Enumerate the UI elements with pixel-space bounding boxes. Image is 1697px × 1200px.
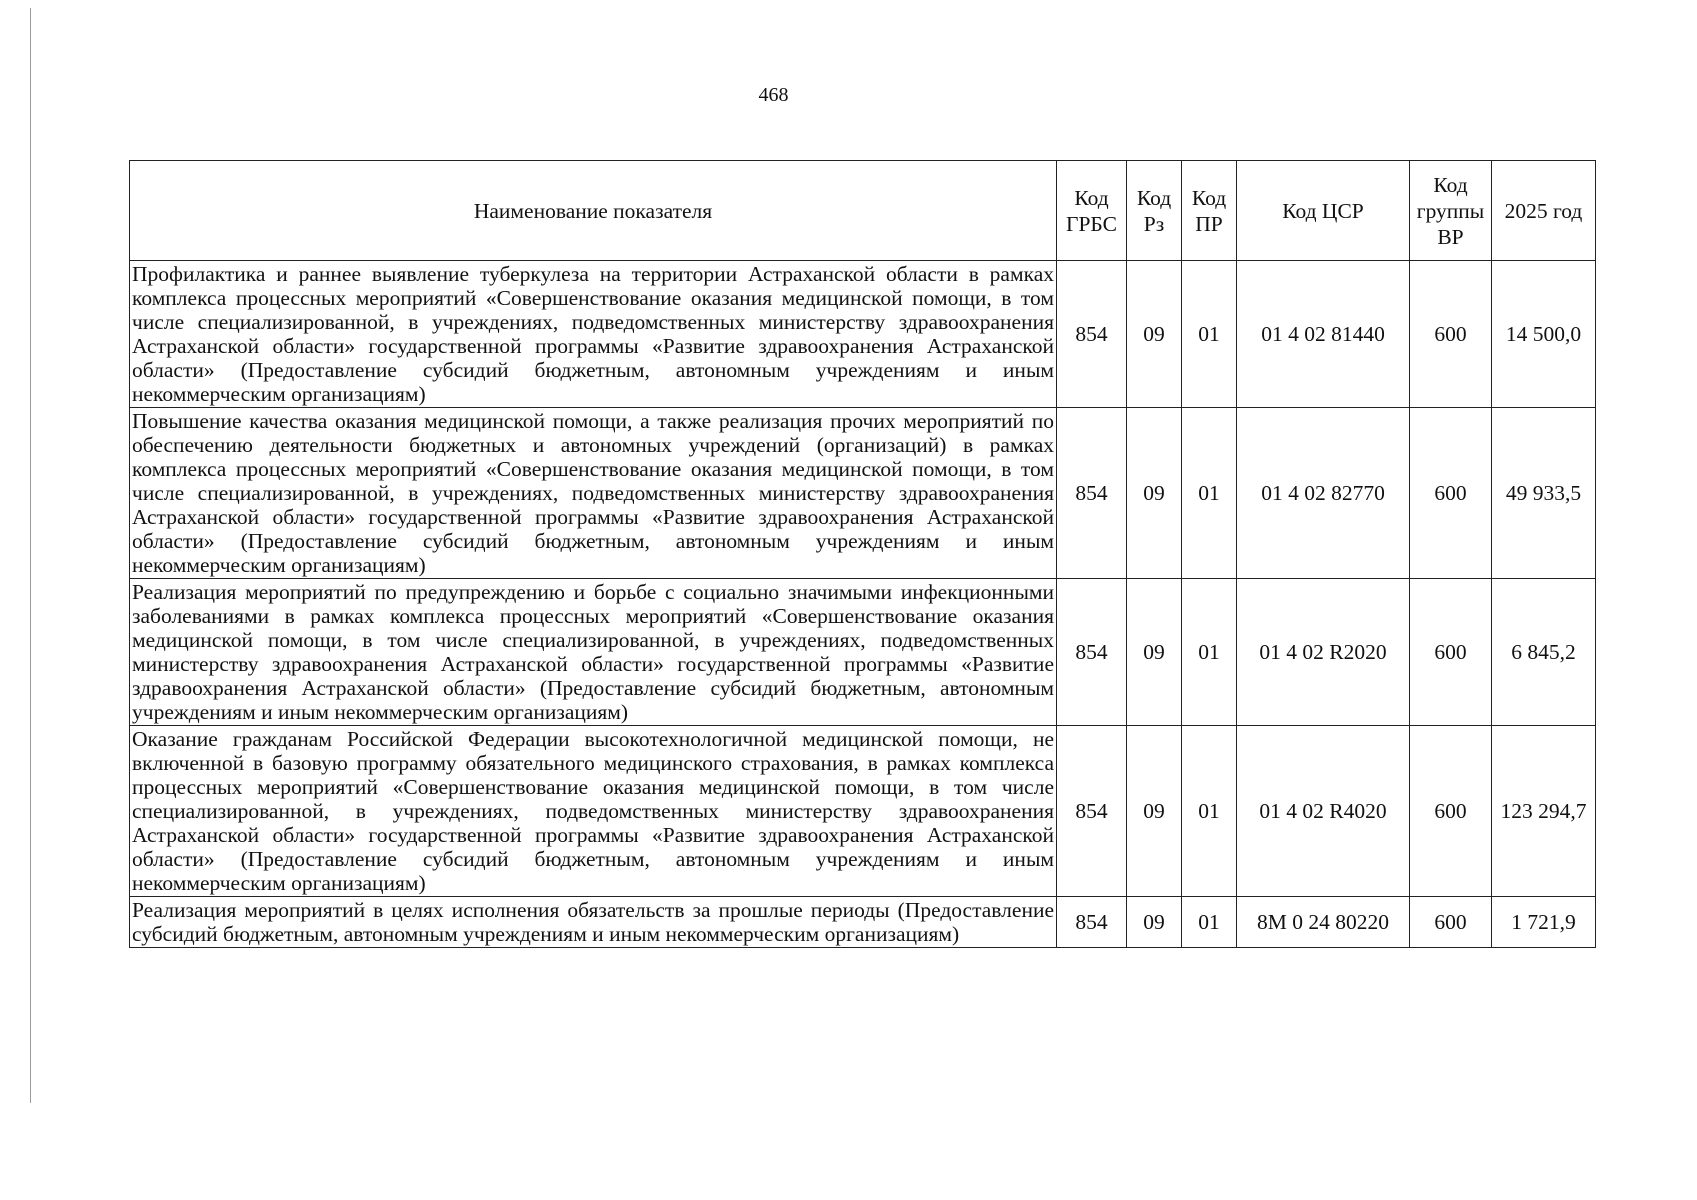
header-year: 2025 год [1492,161,1596,261]
row-amount: 123 294,7 [1492,726,1596,897]
row-amount: 6 845,2 [1492,579,1596,726]
row-csr: 8М 0 24 80220 [1237,897,1410,948]
row-vr: 600 [1410,408,1492,579]
header-pr: Код ПР [1182,161,1237,261]
row-amount: 14 500,0 [1492,261,1596,408]
table-row [130,897,1596,948]
row-name: Оказание гражданам Российской Федерации высокотехнологичной медицинской помощи, не включенной в базовую программу обязательного медицинского страхования, в рамках комплекса процессных мероприятий «Совершенствование оказания медицинской помощи, в том числе специализированной, в учреждениях, подведомственных министерству здравоохранения Астраханской области» государственной программы «Развитие здравоохранения Астраханской области» (Предоставление субсидий бюджетным, автономным учреждениям и иным некоммерческим организациям) [130,726,1057,897]
row-csr: 01 4 02 81440 [1237,261,1410,408]
row-vr: 600 [1410,261,1492,408]
row-pr: 01 [1182,579,1237,726]
row-rz: 09 [1127,261,1182,408]
table-row [130,261,1596,408]
header-vr: Код группы ВР [1410,161,1492,261]
header-grbs: Код ГРБС [1057,161,1127,261]
table-header-row [130,161,1596,261]
row-name: Профилактика и раннее выявление туберкулеза на территории Астраханской области в рамках комплекса процессных мероприятий «Совершенствование оказания медицинской помощи, в том числе специализированной, в учреждениях, подведомственных министерству здравоохранения Астраханской области» государственной программы «Развитие здравоохранения Астраханской области» (Предоставление субсидий бюджетным, автономным учреждениям и иным некоммерческим организациям) [130,261,1057,408]
table-row [130,579,1596,726]
row-grbs: 854 [1057,261,1127,408]
row-pr: 01 [1182,261,1237,408]
table-row [130,726,1596,897]
row-rz: 09 [1127,579,1182,726]
row-vr: 600 [1410,579,1492,726]
row-vr: 600 [1410,726,1492,897]
row-grbs: 854 [1057,897,1127,948]
header-name: Наименование показателя [130,161,1057,261]
row-rz: 09 [1127,897,1182,948]
table-row [130,408,1596,579]
row-pr: 01 [1182,726,1237,897]
row-csr: 01 4 02 82770 [1237,408,1410,579]
row-rz: 09 [1127,408,1182,579]
row-pr: 01 [1182,897,1237,948]
row-amount: 49 933,5 [1492,408,1596,579]
row-amount: 1 721,9 [1492,897,1596,948]
row-grbs: 854 [1057,408,1127,579]
row-grbs: 854 [1057,726,1127,897]
row-pr: 01 [1182,408,1237,579]
page-number: 468 [758,84,789,106]
row-rz: 09 [1127,726,1182,897]
row-grbs: 854 [1057,579,1127,726]
header-csr: Код ЦСР [1237,161,1410,261]
row-vr: 600 [1410,897,1492,948]
binding-line [30,8,31,1103]
budget-table [129,160,1596,948]
row-csr: 01 4 02 R4020 [1237,726,1410,897]
row-name: Реализация мероприятий по предупреждению и борьбе с социально значимыми инфекционными заболеваниями в рамках комплекса процессных мероприятий «Совершенствование оказания медицинской помощи, в том числе специализированной, в учреждениях, подведомственных министерству здравоохранения Астраханской области» государственной программы «Развитие здравоохранения Астраханской области» (Предоставление субсидий бюджетным, автономным учреждениям и иным некоммерческим организациям) [130,579,1057,726]
row-csr: 01 4 02 R2020 [1237,579,1410,726]
header-rz: Код Рз [1127,161,1182,261]
row-name: Повышение качества оказания медицинской помощи, а также реализация прочих мероприятий по обеспечению деятельности бюджетных и автономных учреждений (организаций) в рамках комплекса процессных мероприятий «Совершенствование оказания медицинской помощи, в том числе специализированной, в учреждениях, подведомственных министерству здравоохранения Астраханской области» государственной программы «Развитие здравоохранения Астраханской области» (Предоставление субсидий бюджетным, автономным учреждениям и иным некоммерческим организациям) [130,408,1057,579]
row-name: Реализация мероприятий в целях исполнения обязательств за прошлые периоды (Предоставление субсидий бюджетным, автономным учреждениям и иным некоммерческим организациям) [130,897,1057,948]
